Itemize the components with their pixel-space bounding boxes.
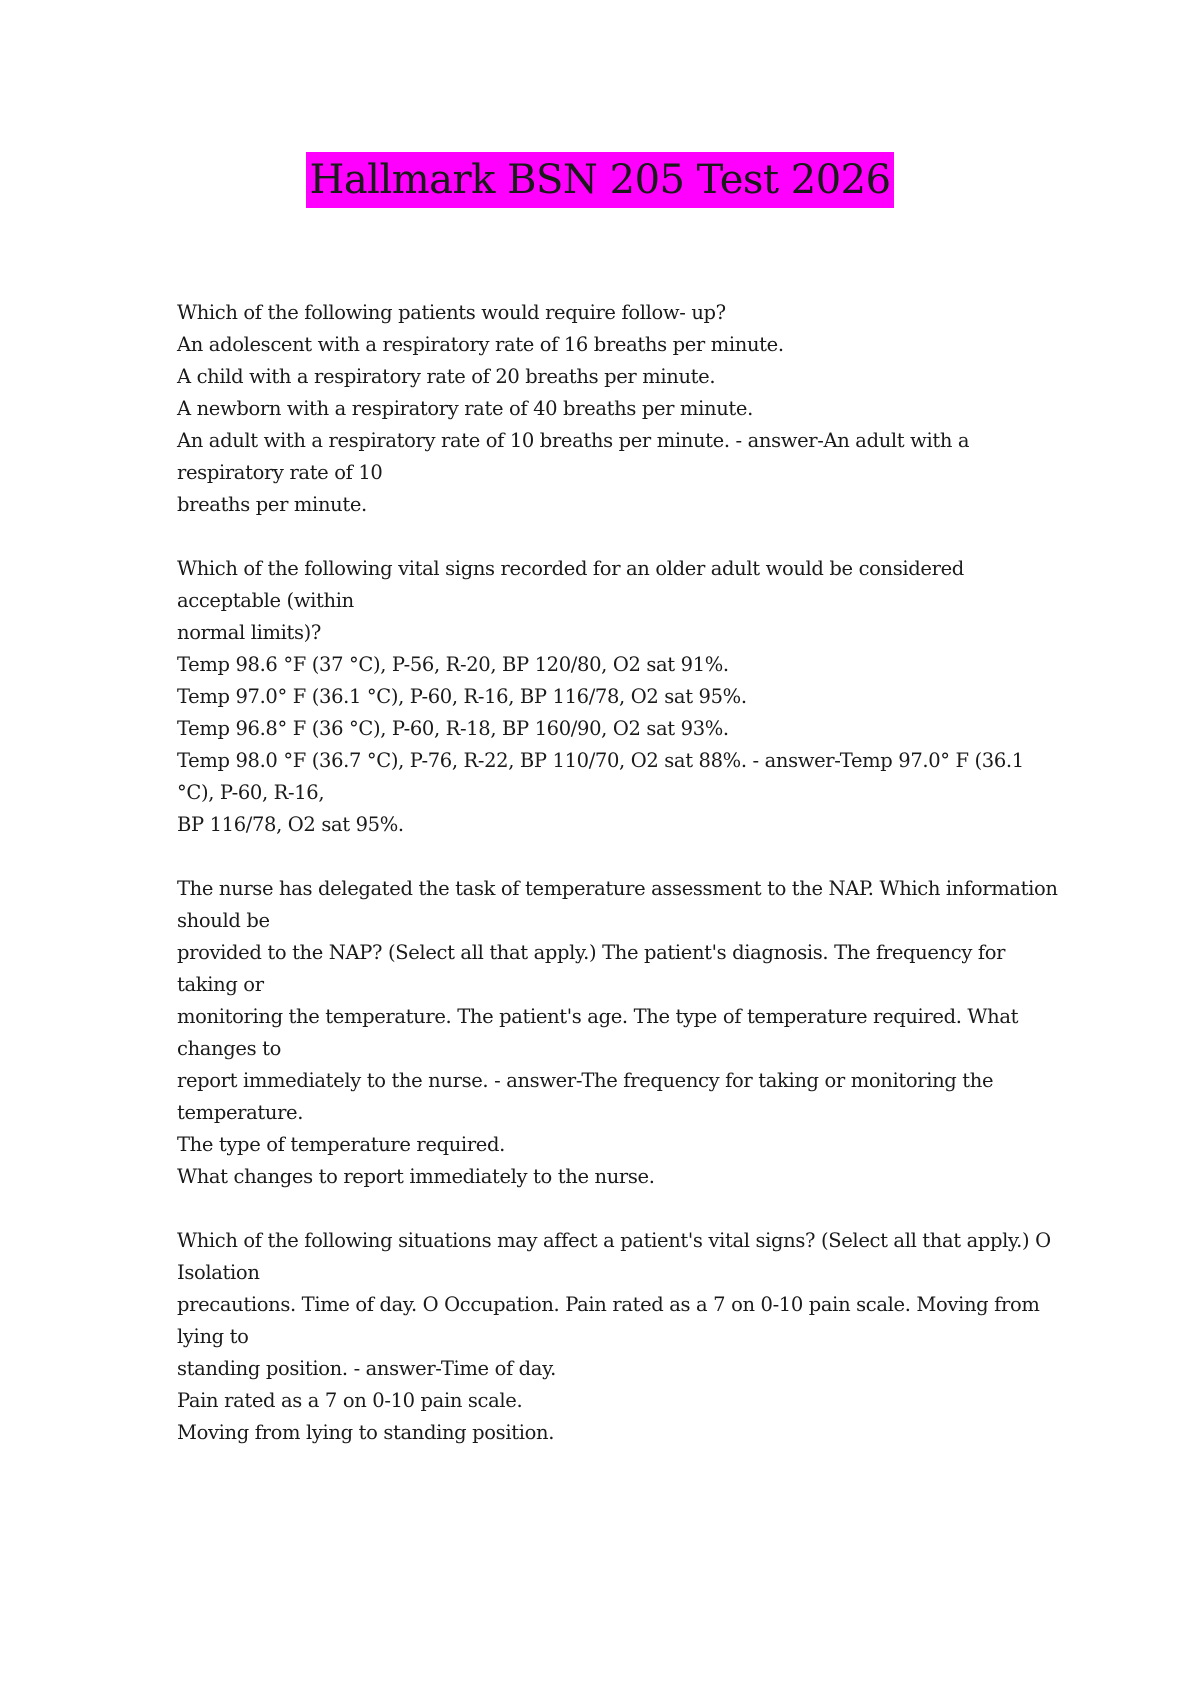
text-line: An adolescent with a respiratory rate of 16 breaths per minute.	[177, 333, 784, 356]
text-line: The type of temperature required.	[177, 1133, 505, 1156]
text-line: What changes to report immediately to the nurse.	[177, 1165, 655, 1188]
text-line: precautions. Time of day. O Occupation. Pain rated as a 7 on 0-10 pain scale. Moving from	[177, 1293, 1040, 1316]
text-line: Temp 98.0 °F (36.7 °C), P-76, R-22, BP 110/70, O2 sat 88%. - answer-Temp 97.0° F (36.1	[177, 749, 1024, 772]
text-line: Which of the following vital signs recorded for an older adult would be considered	[177, 557, 964, 580]
text-line: should be	[177, 909, 270, 932]
text-line: breaths per minute.	[177, 493, 367, 516]
text-line: lying to	[177, 1325, 249, 1348]
question-block	[177, 1225, 1051, 1449]
question-block	[177, 873, 1058, 1193]
question-block	[177, 297, 1037, 521]
text-line: Temp 97.0° F (36.1 °C), P-60, R-16, BP 116/78, O2 sat 95%.	[177, 685, 747, 708]
text-line: Moving from lying to standing position.	[177, 1421, 555, 1444]
text-line: BP 116/78, O2 sat 95%.	[177, 813, 404, 836]
text-line: Which of the following situations may affect a patient's vital signs? (Select all that apply.) O	[177, 1229, 1051, 1252]
text-line: Temp 98.6 °F (37 °C), P-56, R-20, BP 120/80, O2 sat 91%.	[177, 653, 729, 676]
text-line: Pain rated as a 7 on 0-10 pain scale.	[177, 1389, 523, 1412]
document-title: Hallmark BSN 205 Test 2026	[306, 152, 893, 208]
title-wrapper	[0, 152, 1200, 208]
text-line: Isolation	[177, 1261, 260, 1284]
text-line: Which of the following patients would require follow- up?	[177, 301, 726, 324]
text-line: An adult with a respiratory rate of 10 breaths per minute. - answer-An adult with a	[177, 429, 970, 452]
question-block	[177, 553, 1037, 841]
text-line: taking or	[177, 973, 264, 996]
text-line: A child with a respiratory rate of 20 breaths per minute.	[177, 365, 716, 388]
text-line: provided to the NAP? (Select all that apply.) The patient's diagnosis. The frequency for	[177, 941, 1006, 964]
text-line: The nurse has delegated the task of temperature assessment to the NAP. Which information	[177, 877, 1058, 900]
text-line: °C), P-60, R-16,	[177, 781, 325, 804]
text-line: A newborn with a respiratory rate of 40 breaths per minute.	[177, 397, 753, 420]
text-line: Temp 96.8° F (36 °C), P-60, R-18, BP 160/90, O2 sat 93%.	[177, 717, 729, 740]
text-line: monitoring the temperature. The patient's age. The type of temperature required. What	[177, 1005, 1019, 1028]
text-line: report immediately to the nurse. - answer-The frequency for taking or monitoring the	[177, 1069, 994, 1092]
text-line: standing position. - answer-Time of day.	[177, 1357, 557, 1380]
text-line: acceptable (within	[177, 589, 354, 612]
text-line: changes to	[177, 1037, 281, 1060]
text-line: respiratory rate of 10	[177, 461, 383, 484]
document-body	[177, 297, 1058, 1481]
text-line: normal limits)?	[177, 621, 322, 644]
text-line: temperature.	[177, 1101, 304, 1124]
